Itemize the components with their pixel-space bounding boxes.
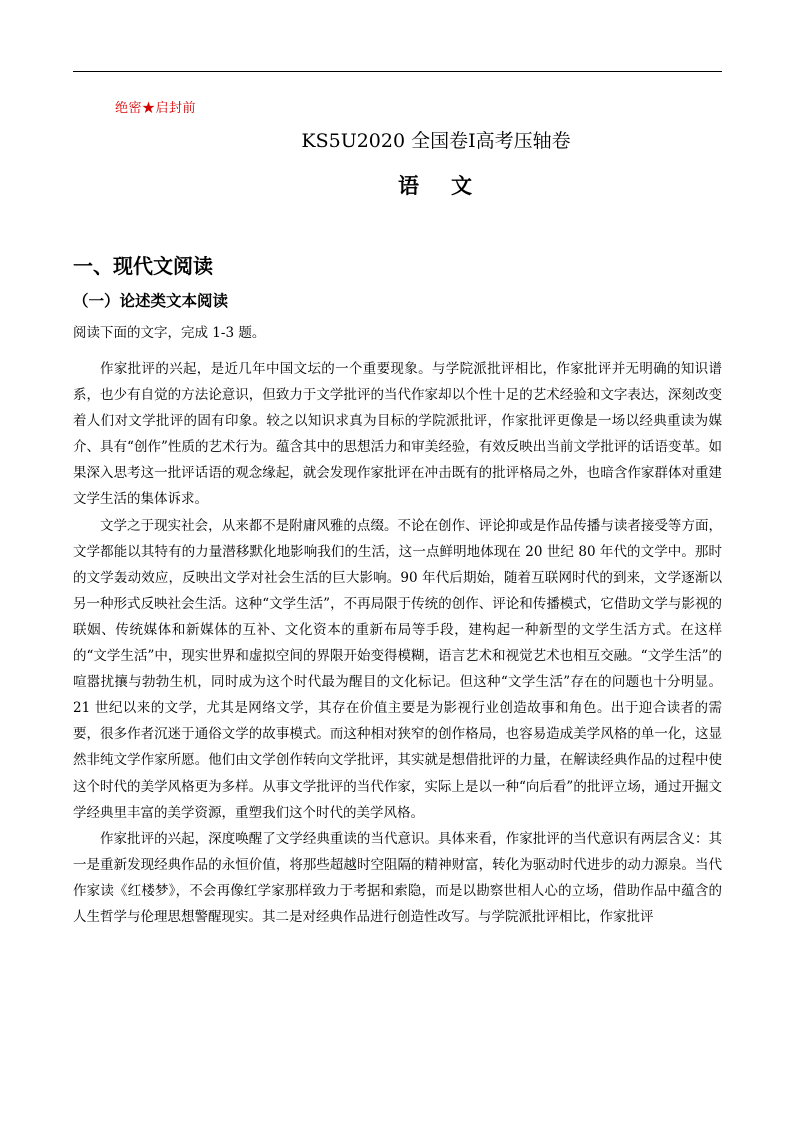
subject-title (0, 170, 794, 200)
exam-title: KS5U2020 全国卷Ⅰ高考压轴卷 (301, 130, 571, 152)
header-rule (73, 71, 722, 72)
paragraph-3: 作家批评的兴起，深度唤醒了文学经典重读的当代意识。具体来看，作家批评的当代意识有两层含义：其一是重新发现经典作品的永恒价值，将那些超越时空阻隔的精神财富，转化为驱动时代进步的动力源泉。当代作家读《红楼梦》，不会再像红学家那样致力于考据和索隐，而是以勘察世相人心的立场，借助作品中蕴含的人生哲学与伦理思想警醒现实。其二是对经典作品进行创造性改写。与学院派批评相比，作家批评 (73, 830, 722, 925)
passage-body (73, 356, 722, 930)
confidential-label: 绝密★启封前 (115, 101, 197, 116)
subject-char-2: 文 (451, 173, 474, 198)
reading-instruction: 阅读下面的文字，完成 1-3 题。 (73, 325, 266, 341)
paragraph-2: 文学之于现实社会，从来都不是附庸风雅的点缀。不论在创作、评论抑或是作品传播与读者接受等方面，文学都能以其特有的力量潜移默化地影响我们的生活，这一点鲜明地体现在 20 世纪 80 年代的文学中。那时的文学轰动效应，反映出文学对社会生活的巨大影响。90 年代后期始，随着互联网时代的到来，文学逐渐以另一种形式反映社会生活。这种“文学生活”，不再局限于传统的创作、评论和传播模式，它借助文学与影视的联姻、传统媒体和新媒体的互补、文化资本的重新布局等手段，建构起一种新型的文学生活方式。在这样的“文学生活”中，现实世界和虚拟空间的界限开始变得模糊，语言艺术和视觉艺术也相互交融。“文学生活”的喧嚣扰攘与勃勃生机，同时成为这个时代最为醒目的文化标记。但这种“文学生活”存在的问题也十分明显。21 世纪以来的文学，尤其是网络文学，其存在价值主要是为影视行业创造故事和角色。出于迎合读者的需要，很多作者沉迷于通俗文学的故事模式。而这种相对狭窄的创作格局，也容易造成美学风格的单一化，这显然非纯文学作家所愿。他们由文学创作转向文学批评，其实就是想借批评的力量，在解读经典作品的过程中使这个时代的美学风格更为多样。从事文学批评的当代作家，实际上是以一种“向后看”的批评立场，通过开掘文学经典里丰富的美学资源，重塑我们这个时代的美学风格。 (73, 517, 722, 821)
paragraph-1: 作家批评的兴起，是近几年中国文坛的一个重要现象。与学院派批评相比，作家批评并无明确的知识谱系，也少有自觉的方法论意识，但致力于文学批评的当代作家却以个性十足的艺术经验和文字表达，深刻改变着人们对文学批评的固有印象。较之以知识求真为目标的学院派批评，作家批评更像是一场以经典重读为媒介、具有“创作”性质的艺术行为。蕴含其中的思想活力和审美经验，有效反映出当前文学批评的话语变革。如果深入思考这一批评话语的观念缘起，就会发现作家批评在冲击既有的批评格局之外，也暗含作家群体对重建文学生活的集体诉求。 (73, 361, 722, 508)
section-heading: 一、现代文阅读 (73, 254, 213, 278)
subject-char-1: 语 (398, 173, 421, 198)
subsection-heading: （一）论述类文本阅读 (73, 292, 229, 310)
